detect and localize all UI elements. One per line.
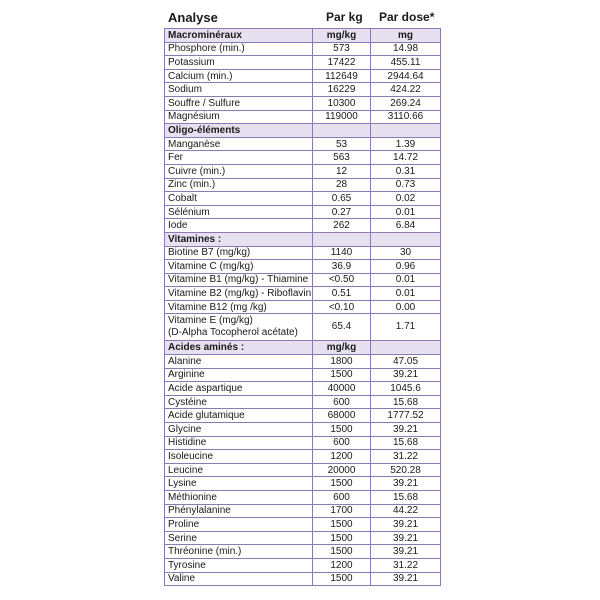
value-per-dose: 1.71 [371, 314, 441, 341]
nutrient-name: Vitamine C (mg/kg) [165, 260, 313, 274]
section-title: Vitamines : [165, 232, 313, 246]
value-per-kg: 1200 [313, 450, 371, 464]
section-unit-per-dose [371, 232, 441, 246]
value-per-dose: 39.21 [371, 368, 441, 382]
table-row [165, 558, 441, 572]
section-header-row [165, 29, 441, 43]
nutrient-name: Souffre / Sulfure [165, 96, 313, 110]
section-title: Oligo-éléments [165, 124, 313, 138]
table-row [165, 151, 441, 165]
value-per-dose: 269.24 [371, 96, 441, 110]
section-header-row [165, 124, 441, 138]
value-per-dose: 0.02 [371, 192, 441, 206]
value-per-kg: 1500 [313, 531, 371, 545]
value-per-kg: 40000 [313, 382, 371, 396]
nutrient-name: Méthionine [165, 491, 313, 505]
table-row [165, 409, 441, 423]
nutrient-name: Cystéine [165, 395, 313, 409]
nutrition-table [164, 28, 441, 586]
nutrient-name-line1: Vitamine E (mg/kg) [168, 315, 253, 327]
value-per-kg: 28 [313, 178, 371, 192]
nutrient-name: Glycine [165, 423, 313, 437]
analysis-sheet [164, 6, 440, 586]
table-row [165, 96, 441, 110]
nutrient-name: Fer [165, 151, 313, 165]
section-title: Macrominéraux [165, 29, 313, 43]
nutrient-name: Thréonine (min.) [165, 545, 313, 559]
value-per-kg: 1800 [313, 355, 371, 369]
nutrient-name: Sélénium [165, 205, 313, 219]
value-per-kg: 1500 [313, 545, 371, 559]
value-per-dose: 1045.6 [371, 382, 441, 396]
table-row [165, 382, 441, 396]
table-row [165, 300, 441, 314]
table-row [165, 504, 441, 518]
nutrient-name: Alanine [165, 355, 313, 369]
table-row [165, 450, 441, 464]
section-unit-per-dose [371, 341, 441, 355]
value-per-kg: 68000 [313, 409, 371, 423]
value-per-dose: 31.22 [371, 450, 441, 464]
value-per-dose: 0.01 [371, 205, 441, 219]
nutrient-name: Biotine B7 (mg/kg) [165, 246, 313, 260]
value-per-dose: 0.31 [371, 164, 441, 178]
table-row [165, 246, 441, 260]
value-per-kg: 1500 [313, 477, 371, 491]
value-per-kg: 600 [313, 395, 371, 409]
table-row [165, 531, 441, 545]
value-per-dose: 15.68 [371, 491, 441, 505]
nutrient-name: Sodium [165, 83, 313, 97]
nutrient-name: Phosphore (min.) [165, 42, 313, 56]
nutrient-name-line2: (D-Alpha Tocopherol acétate) [168, 327, 298, 339]
nutrient-name: Vitamine B12 (mg /kg) [165, 300, 313, 314]
value-per-kg: 1700 [313, 504, 371, 518]
column-header-per-kg: Par kg [326, 10, 363, 24]
nutrient-name: Tyrosine [165, 558, 313, 572]
value-per-kg: 17422 [313, 56, 371, 70]
value-per-kg: 0.51 [313, 287, 371, 301]
value-per-dose: 39.21 [371, 545, 441, 559]
nutrient-name: Cuivre (min.) [165, 164, 313, 178]
table-row [165, 395, 441, 409]
value-per-kg: 0.27 [313, 205, 371, 219]
value-per-dose: 424.22 [371, 83, 441, 97]
value-per-dose: 1777.52 [371, 409, 441, 423]
value-per-kg: 1500 [313, 518, 371, 532]
table-row [165, 314, 441, 341]
value-per-kg: 119000 [313, 110, 371, 124]
value-per-dose: 39.21 [371, 477, 441, 491]
value-per-kg: 600 [313, 436, 371, 450]
value-per-kg: 1140 [313, 246, 371, 260]
table-row [165, 83, 441, 97]
value-per-kg: 262 [313, 219, 371, 233]
nutrient-name: Potassium [165, 56, 313, 70]
table-row [165, 69, 441, 83]
nutrient-name: Cobalt [165, 192, 313, 206]
value-per-dose: 14.98 [371, 42, 441, 56]
value-per-dose: 15.68 [371, 436, 441, 450]
section-header-row [165, 232, 441, 246]
table-row [165, 178, 441, 192]
table-row [165, 110, 441, 124]
table-row [165, 273, 441, 287]
table-header [164, 6, 440, 28]
table-row [165, 545, 441, 559]
value-per-dose: 3110.66 [371, 110, 441, 124]
table-row [165, 355, 441, 369]
value-per-dose: 39.21 [371, 572, 441, 586]
section-unit-per-kg [313, 232, 371, 246]
value-per-kg: 1200 [313, 558, 371, 572]
value-per-dose: 6.84 [371, 219, 441, 233]
value-per-dose: 47.05 [371, 355, 441, 369]
value-per-dose: 0.00 [371, 300, 441, 314]
nutrient-name: Serine [165, 531, 313, 545]
nutrient-name: Acide aspartique [165, 382, 313, 396]
value-per-kg: 10300 [313, 96, 371, 110]
value-per-dose: 0.73 [371, 178, 441, 192]
nutrient-name: Arginine [165, 368, 313, 382]
nutrient-name: Proline [165, 518, 313, 532]
section-unit-per-dose: mg [371, 29, 441, 43]
table-row [165, 287, 441, 301]
column-header-per-dose: Par dose* [379, 10, 435, 24]
value-per-kg: 1500 [313, 368, 371, 382]
value-per-dose: 44.22 [371, 504, 441, 518]
value-per-dose: 30 [371, 246, 441, 260]
section-unit-per-kg: mg/kg [313, 341, 371, 355]
section-unit-per-kg [313, 124, 371, 138]
nutrient-name: Calcium (min.) [165, 69, 313, 83]
nutrient-name: Histidine [165, 436, 313, 450]
table-row [165, 518, 441, 532]
value-per-dose: 455.11 [371, 56, 441, 70]
nutrient-name: Lysine [165, 477, 313, 491]
table-row [165, 42, 441, 56]
value-per-kg: 112649 [313, 69, 371, 83]
nutrient-name [165, 314, 313, 341]
nutrient-name: Leucine [165, 463, 313, 477]
nutrient-name: Vitamine B2 (mg/kg) - Riboflavin [165, 287, 313, 301]
value-per-dose: 1.39 [371, 137, 441, 151]
nutrient-name: Manganèse [165, 137, 313, 151]
section-title: Acides aminés : [165, 341, 313, 355]
value-per-dose: 14.72 [371, 151, 441, 165]
nutrient-name: Iode [165, 219, 313, 233]
section-header-row [165, 341, 441, 355]
value-per-kg: <0.10 [313, 300, 371, 314]
table-row [165, 205, 441, 219]
value-per-dose: 0.96 [371, 260, 441, 274]
table-row [165, 137, 441, 151]
value-per-kg: 36.9 [313, 260, 371, 274]
nutrient-name: Vitamine B1 (mg/kg) - Thiamine [165, 273, 313, 287]
value-per-kg: 563 [313, 151, 371, 165]
value-per-kg: 1500 [313, 423, 371, 437]
value-per-kg: 12 [313, 164, 371, 178]
table-row [165, 463, 441, 477]
value-per-kg: 0.65 [313, 192, 371, 206]
nutrient-name: Magnésium [165, 110, 313, 124]
table-title: Analyse [168, 10, 218, 25]
table-row [165, 436, 441, 450]
value-per-dose: 15.68 [371, 395, 441, 409]
value-per-dose: 0.01 [371, 287, 441, 301]
value-per-kg: 20000 [313, 463, 371, 477]
section-unit-per-kg: mg/kg [313, 29, 371, 43]
value-per-dose: 39.21 [371, 531, 441, 545]
value-per-kg: 573 [313, 42, 371, 56]
value-per-dose: 39.21 [371, 423, 441, 437]
table-row [165, 572, 441, 586]
table-row [165, 164, 441, 178]
section-unit-per-dose [371, 124, 441, 138]
table-row [165, 260, 441, 274]
value-per-kg: 65.4 [313, 314, 371, 341]
value-per-dose: 31.22 [371, 558, 441, 572]
table-row [165, 477, 441, 491]
nutrient-name: Acide glutamique [165, 409, 313, 423]
table-row [165, 192, 441, 206]
value-per-dose: 2944.64 [371, 69, 441, 83]
nutrient-name: Isoleucine [165, 450, 313, 464]
nutrient-name: Valine [165, 572, 313, 586]
value-per-kg: <0.50 [313, 273, 371, 287]
value-per-dose: 520.28 [371, 463, 441, 477]
table-row [165, 423, 441, 437]
nutrient-name: Zinc (min.) [165, 178, 313, 192]
table-row [165, 491, 441, 505]
value-per-kg: 600 [313, 491, 371, 505]
nutrient-name: Phénylalanine [165, 504, 313, 518]
value-per-kg: 53 [313, 137, 371, 151]
table-row [165, 368, 441, 382]
value-per-kg: 16229 [313, 83, 371, 97]
table-row [165, 219, 441, 233]
value-per-kg: 1500 [313, 572, 371, 586]
value-per-dose: 0.01 [371, 273, 441, 287]
table-row [165, 56, 441, 70]
value-per-dose: 39.21 [371, 518, 441, 532]
